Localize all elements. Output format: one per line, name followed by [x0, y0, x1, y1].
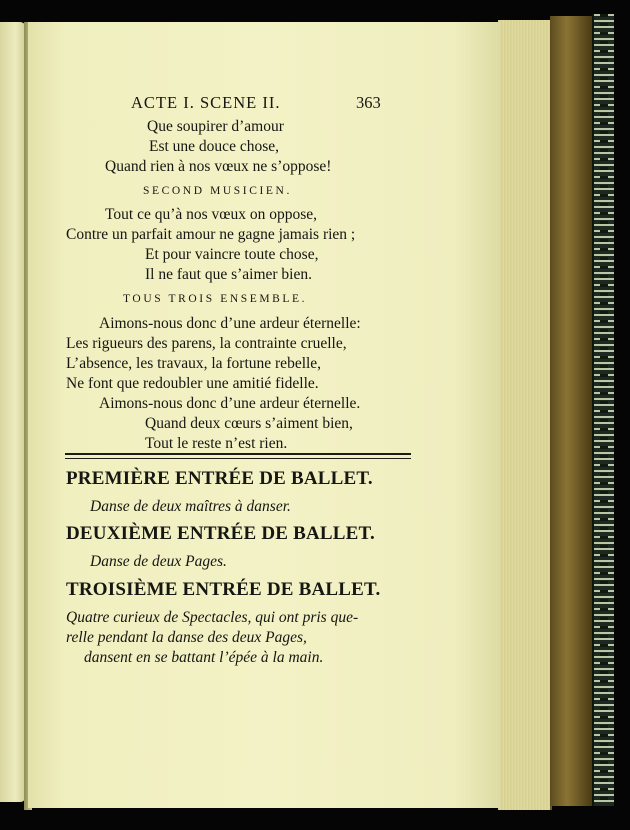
speaker-name: TOUS TROIS ENSEMBLE. [123, 293, 308, 305]
running-head-title: ACTE I. SCENE II. [131, 93, 281, 112]
verse-line: Il ne faut que s’aimer bien. [145, 266, 312, 283]
page-text [28, 22, 500, 808]
ballet-description-3-line-3: dansent en se battant l’épée à la main. [84, 649, 324, 666]
book-page [28, 22, 500, 808]
section-rule [65, 453, 411, 459]
spine-band [550, 16, 592, 806]
verse-line: Ne font que redoubler une amitié fidelle. [66, 375, 319, 392]
ballet-heading-2: DEUXIÈME ENTRÉE DE BALLET. [66, 523, 375, 544]
verse-line: Tout le reste n’est rien. [145, 435, 288, 452]
spine-decoration [592, 14, 614, 806]
verse-line: Contre un parfait amour ne gagne jamais rien ; [66, 226, 356, 243]
ballet-heading-3: TROISIÈME ENTRÉE DE BALLET. [66, 579, 381, 600]
verse-line: Aimons-nous donc d’une ardeur éternelle: [99, 315, 361, 332]
speaker-name: SECOND MUSICIEN. [143, 185, 292, 197]
page-number: 363 [356, 93, 381, 112]
ballet-heading-1: PREMIÈRE ENTRÉE DE BALLET. [66, 468, 373, 489]
left-page-edge [0, 22, 26, 802]
verse-line: Les rigueurs des parens, la contrainte cruelle, [66, 335, 347, 352]
verse-line: Est une douce chose, [149, 138, 279, 155]
verse-line: Et pour vaincre toute chose, [145, 246, 319, 263]
ballet-description-2: Danse de deux Pages. [90, 553, 227, 570]
verse-line: Tout ce qu’à nos vœux on oppose, [105, 206, 318, 223]
verse-line: Que soupirer d’amour [147, 118, 284, 135]
ballet-description-3-line-2: relle pendant la danse des deux Pages, [66, 629, 307, 646]
ballet-description-3-line-1: Quatre curieux de Spectacles, qui ont pris que- [66, 609, 359, 626]
page-edges [498, 20, 552, 810]
verse-line: Quand deux cœurs s’aiment bien, [145, 415, 353, 432]
ballet-description-1: Danse de deux maîtres à danser. [90, 498, 291, 515]
verse-line: Aimons-nous donc d’une ardeur éternelle. [99, 395, 361, 412]
verse-line: L’absence, les travaux, la fortune rebelle, [66, 355, 322, 372]
verse-line: Quand rien à nos vœux ne s’oppose! [105, 158, 332, 175]
